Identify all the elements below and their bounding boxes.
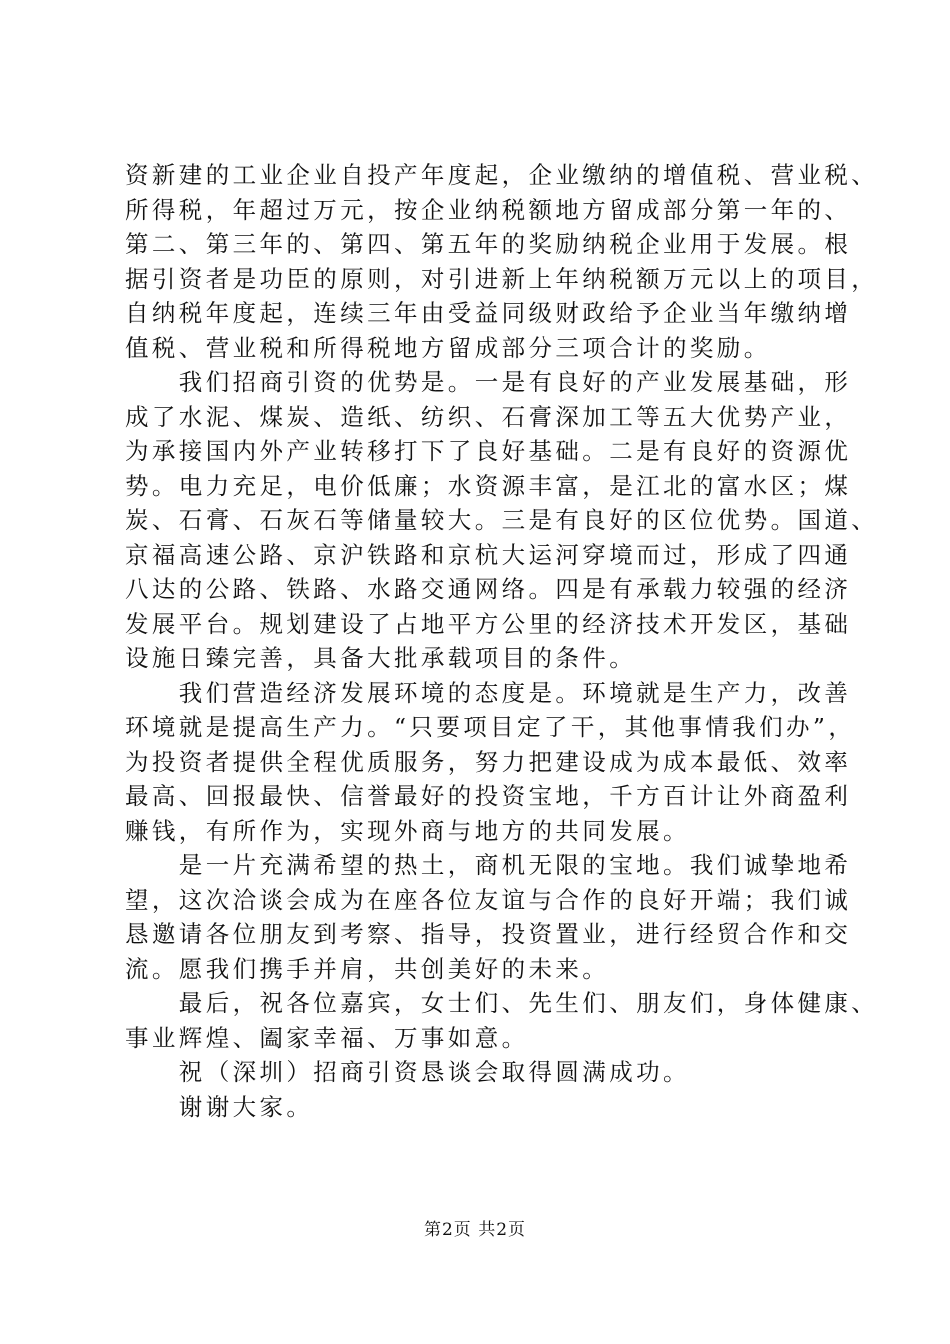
document-body (125, 158, 879, 1124)
text-line: 值税、营业税和所得税地方留成部分三项合计的奖励。 (125, 333, 771, 362)
text-line: 炭、石膏、石灰石等储量较大。三是有良好的区位优势。国道、 (125, 506, 879, 534)
text-line: 流。愿我们携手并肩，共创美好的未来。 (125, 954, 610, 983)
text-line: 我们招商引资的优势是。一是有良好的产业发展基础，形 (125, 368, 852, 396)
text-line: 我们营造经济发展环境的态度是。环境就是生产力，改善 (125, 678, 852, 707)
text-line: 赚钱，有所作为，实现外商与地方的共同发展。 (125, 816, 690, 845)
text-line: 八达的公路、铁路、水路交通网络。四是有承载力较强的经济 (125, 575, 852, 603)
text-line: 势。电力充足，电价低廉；水资源丰富，是江北的富水区；煤 (125, 471, 852, 500)
text-line: 谢谢大家。 (125, 1092, 314, 1121)
text-line: 为承接国内外产业转移打下了良好基础。二是有良好的资源优 (125, 437, 852, 465)
text-line: 发展平台。规划建设了占地平方公里的经济技术开发区，基础 (125, 609, 852, 638)
text-line: 设施日臻完善，具备大批承载项目的条件。 (125, 644, 637, 672)
text-line: 望，这次洽谈会成为在座各位友谊与合作的良好开端；我们诚 (125, 885, 852, 914)
text-line: 事业辉煌、阖家幸福、万事如意。 (125, 1023, 529, 1052)
text-line: 资新建的工业企业自投产年度起，企业缴纳的增值税、营业税、 (125, 161, 879, 189)
text-line: 所得税，年超过万元，按企业纳税额地方留成部分第一年的、 (125, 195, 852, 224)
text-line: 自纳税年度起，连续三年由受益同级财政给予企业当年缴纳增 (125, 299, 852, 327)
text-line: 是一片充满希望的热土，商机无限的宝地。我们诚挚地希 (125, 851, 852, 879)
text-line: 恳邀请各位朋友到考察、指导，投资置业，进行经贸合作和交 (125, 920, 852, 948)
text-line: 京福高速公路、京沪铁路和京杭大运河穿境而过，形成了四通 (125, 540, 852, 569)
text-line: 据引资者是功臣的原则，对引进新上年纳税额万元以上的项目， (125, 264, 879, 293)
text-line: 环境就是提高生产力。“只要项目定了干，其他事情我们办”， (125, 713, 856, 741)
text-line: 第二、第三年的、第四、第五年的奖励纳税企业用于发展。根 (125, 230, 852, 258)
text-line: 为投资者提供全程优质服务，努力把建设成为成本最低、效率 (125, 747, 852, 776)
text-line: 最高、回报最快、信誉最好的投资宝地，千方百计让外商盈利 (125, 782, 852, 810)
text-line: 成了水泥、煤炭、造纸、纺织、石膏深加工等五大优势产业， (125, 402, 852, 431)
text-line: 祝（深圳）招商引资恳谈会取得圆满成功。 (125, 1058, 690, 1086)
text-line: 最后，祝各位嘉宾，女士们、先生们、朋友们，身体健康、 (125, 989, 879, 1017)
page-number-footer: 第2页 共2页 (423, 1220, 527, 1240)
